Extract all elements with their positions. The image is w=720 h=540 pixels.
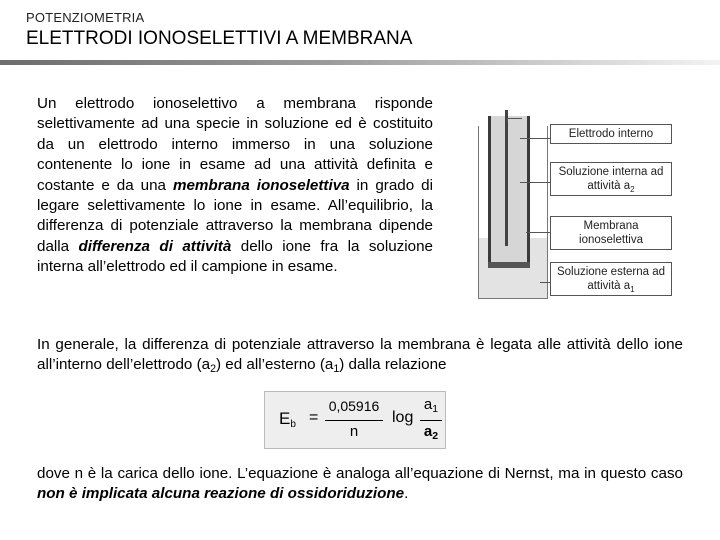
ratio-bar <box>420 420 442 421</box>
label-internal-solution: Soluzione interna ad attività $a_2$ <box>550 162 672 196</box>
fraction-numerator: 0,05916 <box>328 398 380 414</box>
page-title: ELETTRODI IONOSELETTIVI A MEMBRANA <box>26 28 413 49</box>
lead-line <box>507 118 522 119</box>
intro-text-2: in grado di legare selettivamente lo ione in esame. All’equilibrio, la differenza di potenziale attraverso la membrana dipende dalla <box>37 176 433 255</box>
section-kicker: POTENZIOMETRIA <box>26 10 145 25</box>
ratio-denominator: $a_2$ <box>423 423 439 442</box>
closing-emphasis: non è implicata alcuna reazione di ossidoriduzione <box>37 485 405 503</box>
intro-emphasis-activity: differenza di attività <box>78 237 232 255</box>
lead-line <box>520 138 550 139</box>
title-divider <box>0 60 720 65</box>
equals-sign: = <box>309 409 319 426</box>
membrane <box>488 262 530 268</box>
internal-electrode-wire <box>505 110 508 246</box>
closing-paragraph: dove n è la carica dello ione. L’equazione è analoga all’equazione di Nernst, ma in questo caso non è implicata alcuna reazione di ossidoriduzione. <box>37 465 683 503</box>
lead-line <box>520 182 550 183</box>
fraction-bar <box>325 420 383 421</box>
intro-text-1: Un elettrodo ionoselettivo a membrana risponde selettivamente ad una specie in soluzione ed è costituito da un elettrodo interno immerso in una soluzione contenente lo ione in esame ad una attività definita e costante e da una <box>37 95 433 194</box>
electrode-diagram <box>470 110 710 310</box>
label-external-solution: Soluzione esterna ad attività $a_1$ <box>550 262 672 296</box>
intro-text-3: dello ione fra la soluzione interna all’elettrodo ed il campione in esame. <box>37 237 433 276</box>
intro-emphasis-membrane: membrana ionoselettiva <box>172 176 350 194</box>
ratio-numerator: $a_1$ <box>423 396 439 415</box>
label-internal-electrode: Elettrodo interno <box>550 124 672 144</box>
nernst-like-equation <box>264 391 446 449</box>
label-membrane: Membrana ionoselettiva <box>550 216 672 250</box>
fraction-denominator: n <box>349 423 359 440</box>
lead-line <box>540 282 550 283</box>
equation-lhs: $E_b$ <box>279 409 296 430</box>
relation-paragraph: In generale, la differenza di potenziale attraverso la membrana è legata alle attività dello ione all’interno dell’elettrodo $(a_2)$ ed all’esterno $(a_1)$ dalla relazione <box>37 336 683 376</box>
lead-line <box>526 232 550 233</box>
log-operator: log <box>392 409 414 426</box>
intro-paragraph <box>37 94 433 278</box>
